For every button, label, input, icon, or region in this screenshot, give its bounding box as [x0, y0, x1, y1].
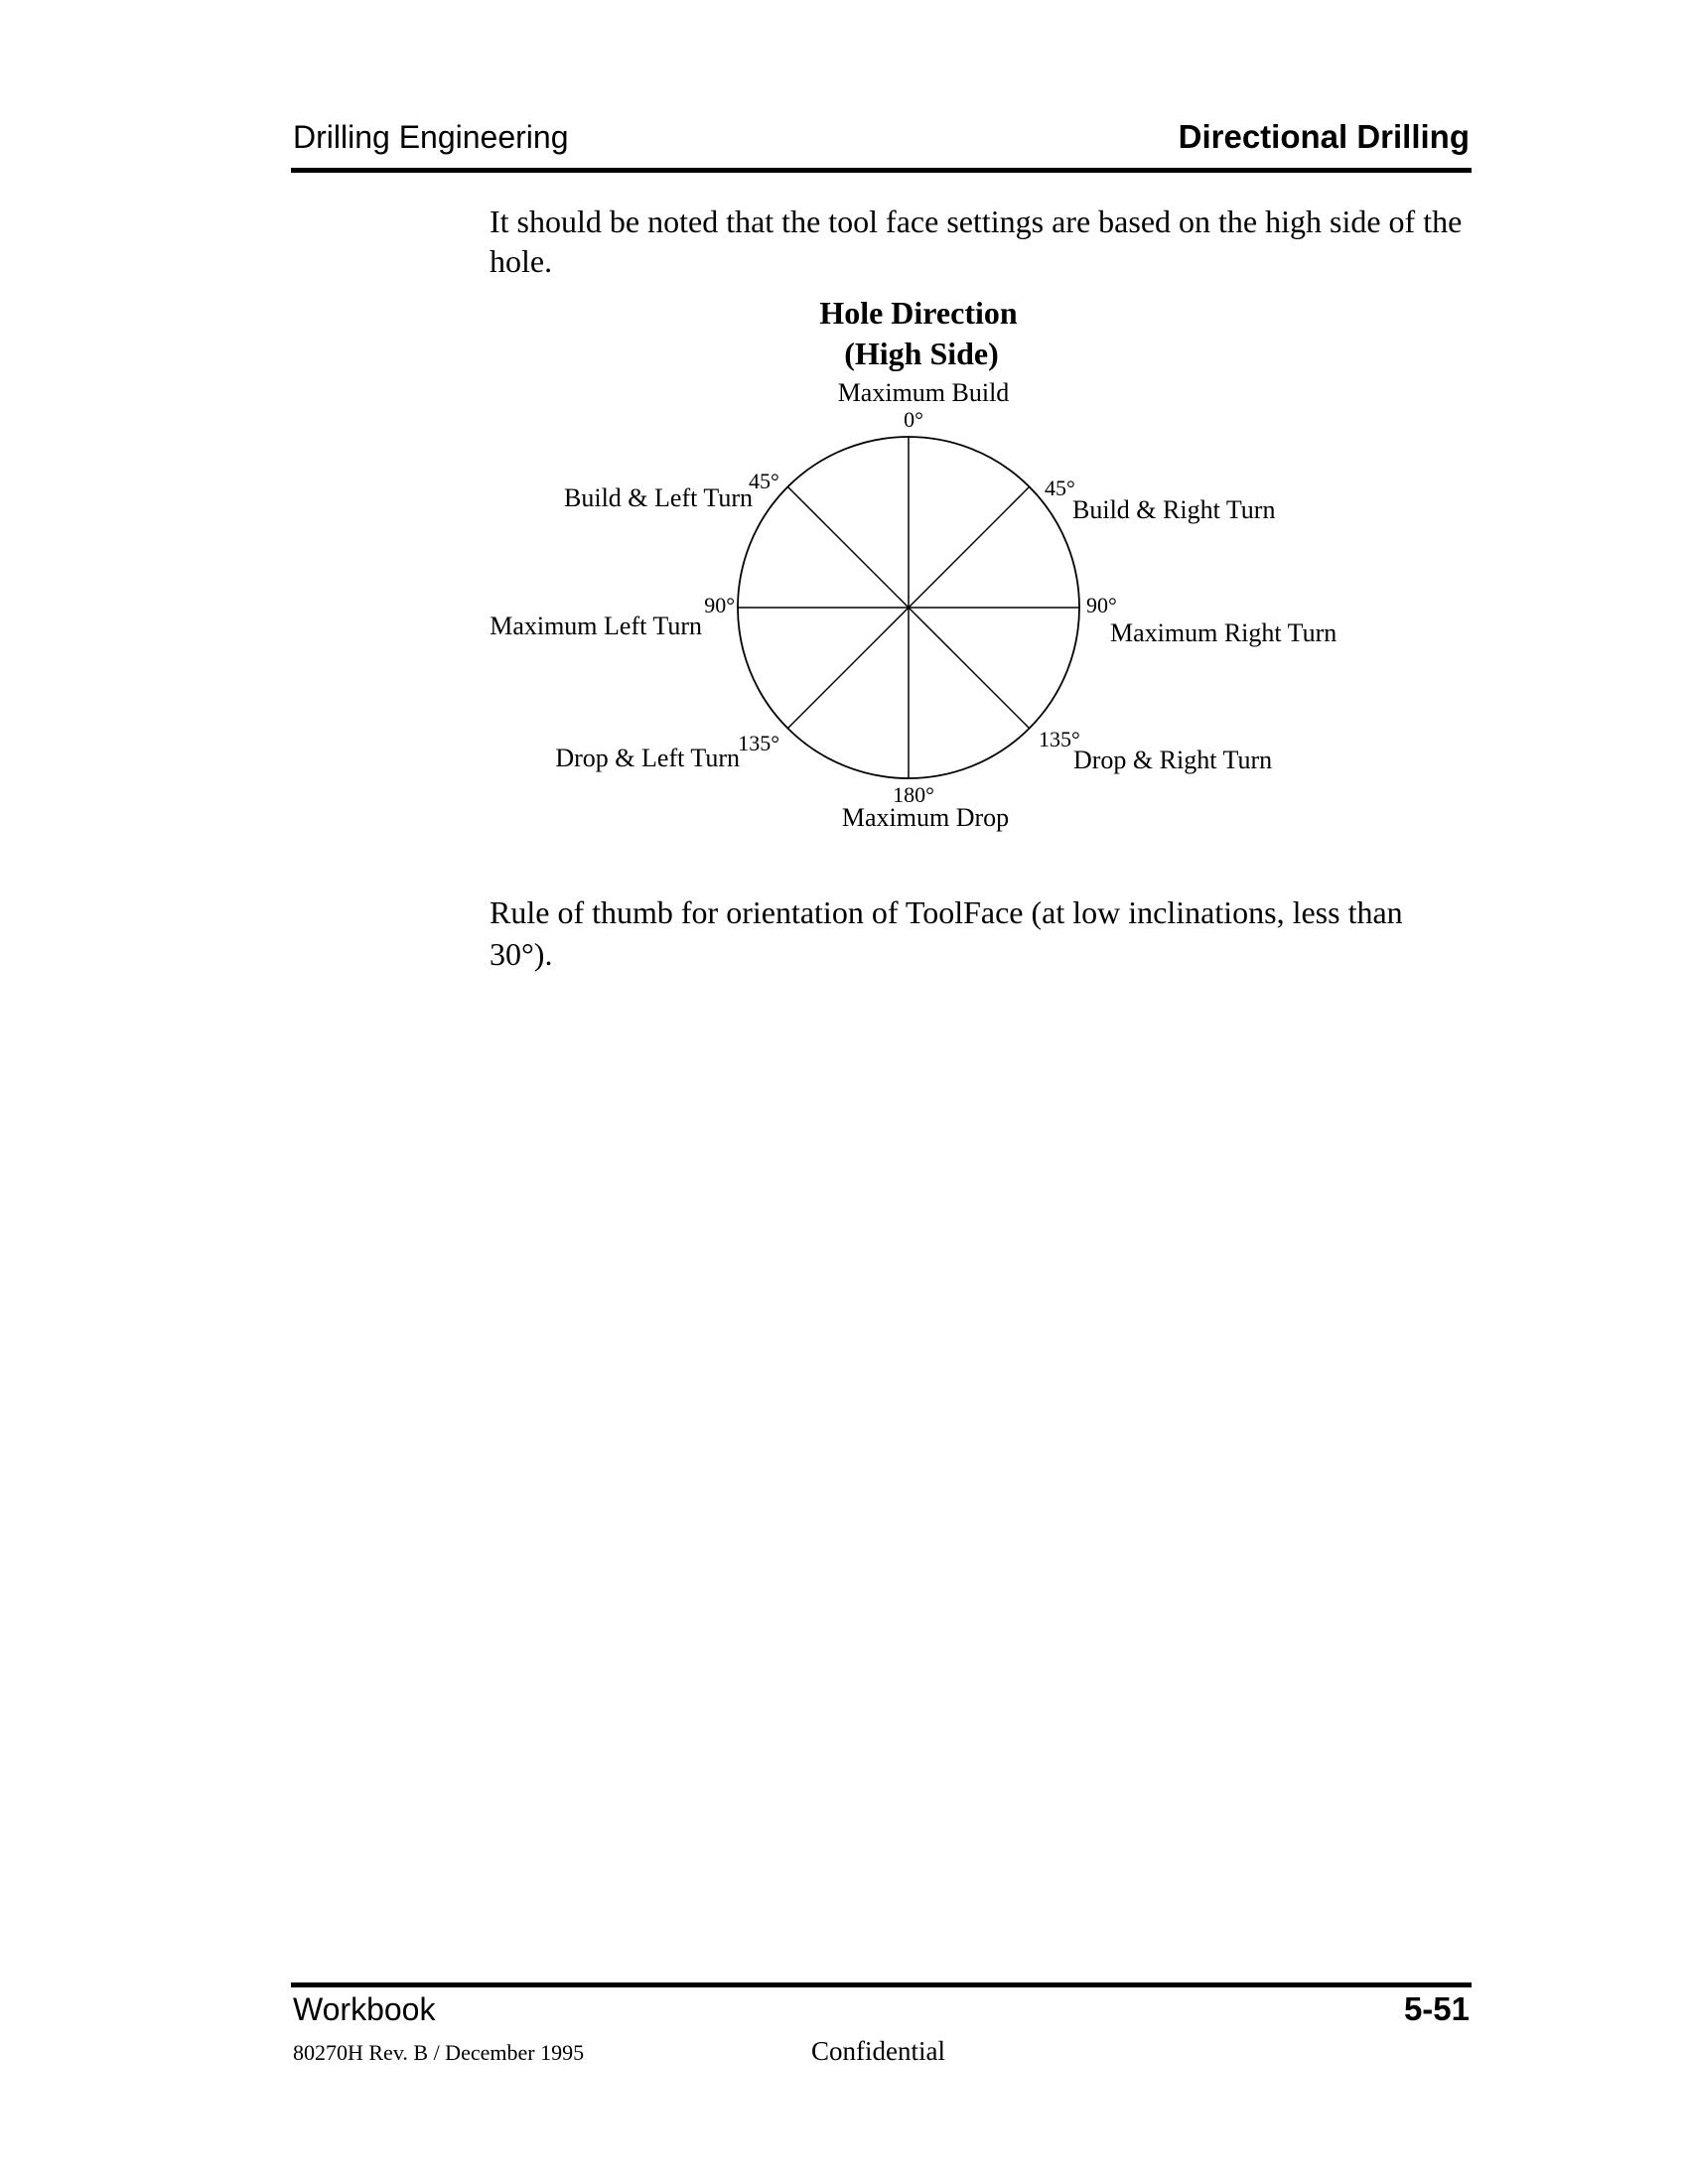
intro-paragraph: It should be noted that the tool face settings are based on the high side of the hole. — [490, 204, 1463, 279]
diagram-title-line2: (High Side) — [844, 336, 999, 371]
label-build-right-turn: Build & Right Turn — [1072, 495, 1276, 524]
label-drop-right-turn: Drop & Right Turn — [1073, 746, 1273, 774]
header-divider — [291, 168, 1472, 173]
label-maximum-build: Maximum Build — [837, 378, 1010, 407]
angle-135-left: 135° — [738, 731, 779, 755]
footer-confidential: Confidential — [811, 2036, 945, 2066]
label-maximum-left-turn: Maximum Left Turn — [490, 612, 702, 640]
toolface-orientation-diagram — [457, 294, 1380, 850]
footer-workbook-label: Workbook — [293, 1991, 436, 2027]
rule-of-thumb-paragraph: Rule of thumb for orientation of ToolFace (at low inclinations, less than 30°). — [490, 894, 1403, 972]
footer-revision: 80270H Rev. B / December 1995 — [293, 2040, 585, 2065]
diagram-title-line1: Hole Direction — [819, 295, 1018, 331]
angle-90-left: 90° — [704, 593, 735, 617]
header-section-title: Drilling Engineering — [293, 119, 569, 155]
angle-180: 180° — [893, 782, 934, 807]
label-maximum-drop: Maximum Drop — [841, 803, 1010, 832]
angle-135-right: 135° — [1039, 727, 1080, 751]
angle-90-right: 90° — [1086, 593, 1117, 617]
label-drop-left-turn: Drop & Left Turn — [555, 744, 740, 772]
footer-divider — [291, 1982, 1472, 1987]
angle-0: 0° — [904, 407, 923, 432]
angle-45-right: 45° — [1045, 476, 1075, 500]
page-number: 5-51 — [1403, 1990, 1470, 2027]
header-chapter-title: Directional Drilling — [1178, 118, 1470, 155]
label-maximum-right-turn: Maximum Right Turn — [1110, 618, 1337, 647]
angle-45-left: 45° — [749, 469, 779, 493]
label-build-left-turn: Build & Left Turn — [564, 483, 753, 512]
